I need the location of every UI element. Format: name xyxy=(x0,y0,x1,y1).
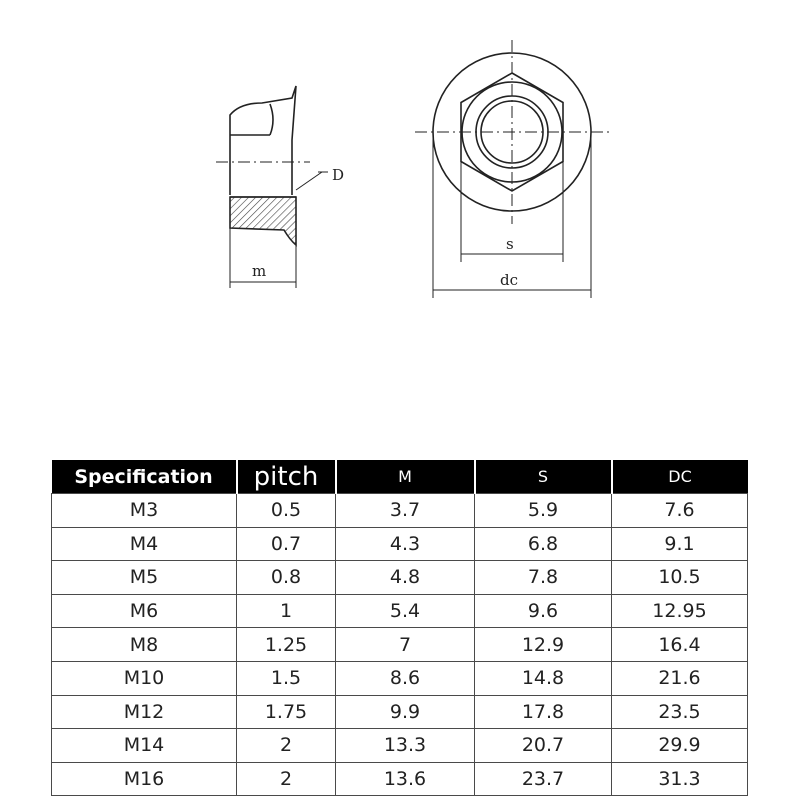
pitch-cell: 0.8 xyxy=(237,561,336,595)
pitch-cell: 0.5 xyxy=(237,494,336,528)
header-pitch: pitch xyxy=(237,460,336,494)
s-cell: 6.8 xyxy=(475,527,612,561)
s-cell: 9.6 xyxy=(475,594,612,628)
spec-cell: M16 xyxy=(52,762,237,796)
table-row xyxy=(52,729,748,763)
pitch-cell: 1 xyxy=(237,594,336,628)
spec-cell: M6 xyxy=(52,594,237,628)
pitch-cell: 1.5 xyxy=(237,661,336,695)
table-header-row xyxy=(52,460,748,494)
m-cell: 9.9 xyxy=(336,695,475,729)
nut-body-outline xyxy=(230,86,296,195)
label-d: D xyxy=(332,166,345,184)
s-cell: 7.8 xyxy=(475,561,612,595)
table-row xyxy=(52,661,748,695)
m-cell: 13.6 xyxy=(336,762,475,796)
m-cell: 5.4 xyxy=(336,594,475,628)
pitch-cell: 2 xyxy=(237,762,336,796)
m-cell: 8.6 xyxy=(336,661,475,695)
table-body xyxy=(52,494,748,796)
dc-cell: 21.6 xyxy=(612,661,748,695)
hex-face-curve xyxy=(270,104,273,135)
table-row xyxy=(52,695,748,729)
pitch-cell: 0.7 xyxy=(237,527,336,561)
dc-cell: 9.1 xyxy=(612,527,748,561)
s-cell: 17.8 xyxy=(475,695,612,729)
side-view xyxy=(216,86,328,288)
m-cell: 7 xyxy=(336,628,475,662)
s-cell: 5.9 xyxy=(475,494,612,528)
table-row xyxy=(52,494,748,528)
dc-cell: 10.5 xyxy=(612,561,748,595)
header-specification: Specification xyxy=(52,460,237,494)
spec-cell: M10 xyxy=(52,661,237,695)
m-cell: 3.7 xyxy=(336,494,475,528)
pitch-cell: 2 xyxy=(237,729,336,763)
spec-cell: M14 xyxy=(52,729,237,763)
m-cell: 4.8 xyxy=(336,561,475,595)
spec-cell: M5 xyxy=(52,561,237,595)
dc-cell: 23.5 xyxy=(612,695,748,729)
spec-cell: M12 xyxy=(52,695,237,729)
table-row xyxy=(52,527,748,561)
m-cell: 4.3 xyxy=(336,527,475,561)
flange-section xyxy=(230,197,296,245)
header-s: S xyxy=(475,460,612,494)
label-s: s xyxy=(506,235,514,253)
top-view xyxy=(415,40,610,298)
header-m: M xyxy=(336,460,475,494)
dc-cell: 29.9 xyxy=(612,729,748,763)
flange-nut-drawing xyxy=(0,0,800,320)
label-dc: dc xyxy=(500,271,519,289)
dc-cell: 31.3 xyxy=(612,762,748,796)
pitch-cell: 1.75 xyxy=(237,695,336,729)
dc-cell: 12.95 xyxy=(612,594,748,628)
table-row xyxy=(52,561,748,595)
pitch-cell: 1.25 xyxy=(237,628,336,662)
s-cell: 14.8 xyxy=(475,661,612,695)
header-dc: DC xyxy=(612,460,748,494)
label-m: m xyxy=(252,262,267,280)
m-cell: 13.3 xyxy=(336,729,475,763)
table-row xyxy=(52,628,748,662)
s-cell: 23.7 xyxy=(475,762,612,796)
spec-cell: M3 xyxy=(52,494,237,528)
dc-cell: 7.6 xyxy=(612,494,748,528)
spec-cell: M8 xyxy=(52,628,237,662)
d-leader xyxy=(296,172,322,190)
dc-cell: 16.4 xyxy=(612,628,748,662)
spec-table xyxy=(51,460,748,796)
table-row xyxy=(52,594,748,628)
s-cell: 20.7 xyxy=(475,729,612,763)
table-row xyxy=(52,762,748,796)
s-cell: 12.9 xyxy=(475,628,612,662)
spec-cell: M4 xyxy=(52,527,237,561)
